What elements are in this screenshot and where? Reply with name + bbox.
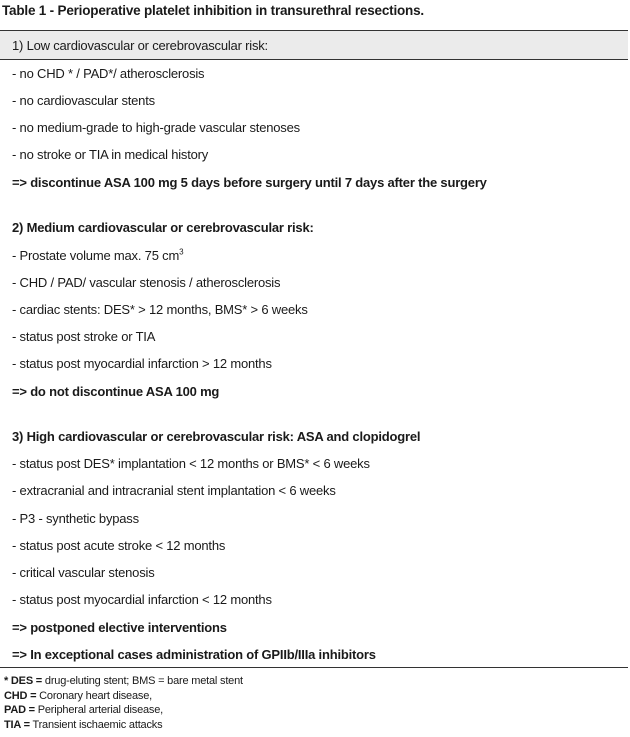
table	[0, 30, 628, 668]
list-item: - status post acute stroke < 12 months	[12, 538, 226, 553]
list-item	[12, 248, 183, 264]
list-item: - extracranial and intracranial stent implantation < 6 weeks	[12, 483, 336, 498]
section-1-conclusion: => discontinue ASA 100 mg 5 days before surgery until 7 days after the surgery	[12, 175, 487, 190]
volume-unit-superscript: 3	[179, 247, 184, 257]
list-item: - status post myocardial infarction > 12 months	[12, 356, 272, 371]
list-item: - no stroke or TIA in medical history	[12, 147, 209, 162]
list-item: - no CHD * / PAD*/ atherosclerosis	[12, 66, 205, 81]
footnote	[4, 703, 243, 718]
section-2-heading: 2) Medium cardiovascular or cerebrovascular risk:	[12, 220, 314, 235]
list-item: - status post DES* implantation < 12 months or BMS* < 6 weeks	[12, 456, 370, 471]
list-item: - status post stroke or TIA	[12, 329, 156, 344]
section-3-conclusion: => In exceptional cases administration of GPIIb/IIIa inhibitors	[12, 647, 376, 662]
footnote	[4, 674, 243, 689]
table-title: Table 1 - Perioperative platelet inhibition in transurethral resections.	[2, 3, 424, 18]
list-item: - CHD / PAD/ vascular stenosis / atherosclerosis	[12, 275, 281, 290]
list-item: - status post myocardial infarction < 12 months	[12, 592, 272, 607]
section-3-conclusion: => postponed elective interventions	[12, 620, 227, 635]
footnote	[4, 718, 243, 733]
footnotes	[4, 674, 243, 732]
footnote	[4, 689, 243, 704]
footnote-term: * DES =	[4, 675, 43, 687]
footnote-text: Coronary heart disease,	[36, 689, 152, 702]
section-2-conclusion: => do not discontinue ASA 100 mg	[12, 384, 220, 399]
list-item: - cardiac stents: DES* > 12 months, BMS* > 6 weeks	[12, 302, 308, 317]
list-item: - no medium-grade to high-grade vascular stenoses	[12, 120, 300, 135]
section-1-heading: 1) Low cardiovascular or cerebrovascular risk:	[12, 38, 268, 53]
footnote-term: PAD =	[4, 704, 35, 716]
prostate-volume-text: - Prostate volume max. 75 cm	[12, 248, 180, 263]
footnote-text: Transient ischaemic attacks	[29, 718, 163, 731]
list-item: - no cardiovascular stents	[12, 93, 155, 108]
section-3-heading: 3) High cardiovascular or cerebrovascular risk: ASA and clopidogrel	[12, 429, 421, 444]
list-item: - critical vascular stenosis	[12, 565, 155, 580]
list-item: - P3 - synthetic bypass	[12, 511, 139, 526]
footnote-text: Peripheral arterial disease,	[34, 704, 163, 716]
footnote-term: TIA =	[4, 718, 30, 731]
footnote-term: CHD =	[4, 689, 37, 702]
footnote-text: drug-eluting stent; BMS = bare metal stent	[42, 675, 243, 687]
